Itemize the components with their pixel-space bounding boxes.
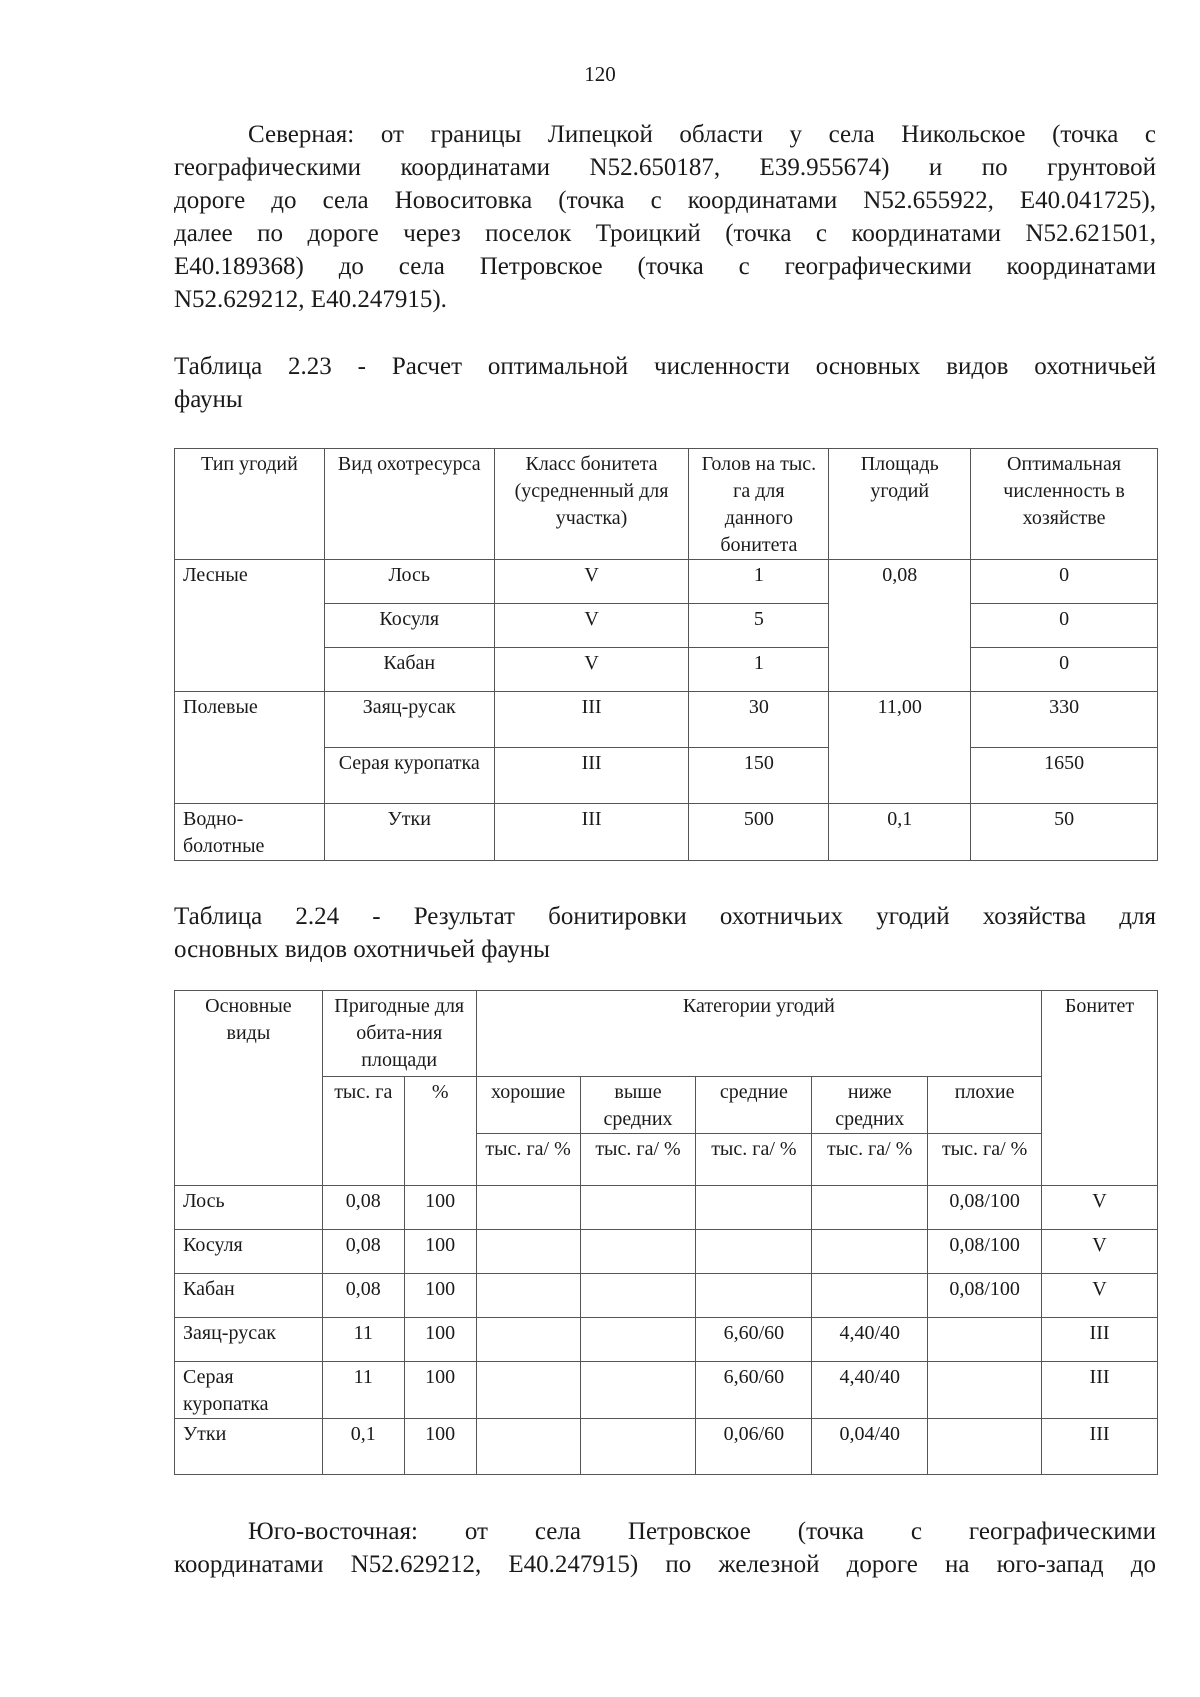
caption-line: Таблица 2.24 - Результат бонитировки охотничьих угодий хозяйства для — [174, 903, 1156, 930]
cell-above — [580, 1419, 696, 1475]
header-percent: % — [404, 1077, 476, 1186]
cell-optimal: 50 — [971, 804, 1158, 861]
cell-pct: 100 — [404, 1274, 476, 1318]
cell-heads: 150 — [689, 748, 829, 804]
cell-poor — [928, 1362, 1042, 1419]
cell-middle — [696, 1274, 812, 1318]
cell-species: Утки — [175, 1419, 323, 1475]
cell-optimal: 1650 — [971, 748, 1158, 804]
header-bonitet: Бонитет — [1042, 991, 1158, 1186]
cell-bonitet: V — [1042, 1230, 1158, 1274]
text-line: географическими координатами N52.650187, E39.955674) и по грунтовой — [174, 154, 1156, 181]
cell-area-wetland: 0,1 — [829, 804, 971, 861]
paragraph-southeastern-border — [174, 1515, 1156, 1581]
header-unit: тыс. га/ % — [476, 1134, 580, 1186]
cell-below: 4,40/40 — [812, 1362, 928, 1419]
cell-above — [580, 1186, 696, 1230]
cell-species: Заяц-русак — [175, 1318, 323, 1362]
caption-line: основных видов охотничьей фауны — [174, 936, 550, 963]
cell-good — [476, 1230, 580, 1274]
table-row — [175, 560, 1158, 604]
cell-optimal: 0 — [971, 560, 1158, 604]
cell-area-field: 11,00 — [829, 692, 971, 804]
cell-pct: 100 — [404, 1186, 476, 1230]
cell-species: Серая куропатка — [175, 1362, 323, 1419]
cell-class: III — [494, 804, 689, 861]
cell-species: Заяц-русак — [324, 692, 494, 748]
header-unit: тыс. га/ % — [928, 1134, 1042, 1186]
cell-bonitet: V — [1042, 1274, 1158, 1318]
cell-species: Серая куропатка — [324, 748, 494, 804]
cell-below: 0,04/40 — [812, 1419, 928, 1475]
caption-line: Таблица 2.23 - Расчет оптимальной численности основных видов охотничьей — [174, 353, 1156, 380]
header-unit: тыс. га/ % — [580, 1134, 696, 1186]
header-land-type: Тип угодий — [175, 449, 325, 560]
cell-area-forest: 0,08 — [829, 560, 971, 692]
table-row — [175, 1419, 1158, 1475]
header-unit: тыс. га/ % — [696, 1134, 812, 1186]
cell-species: Лось — [324, 560, 494, 604]
page-number: 120 — [584, 62, 616, 86]
table-2-23 — [174, 448, 1158, 861]
table-2-24 — [174, 990, 1158, 1475]
cell-above — [580, 1274, 696, 1318]
table-2-24-caption — [174, 900, 1156, 966]
cell-species: Косуля — [175, 1230, 323, 1274]
header-below-average: ниже средних — [812, 1077, 928, 1134]
cell-good — [476, 1274, 580, 1318]
group-forest: Лесные — [175, 560, 325, 692]
cell-below — [812, 1230, 928, 1274]
header-above-average: выше средних — [580, 1077, 696, 1134]
cell-heads: 5 — [689, 604, 829, 648]
text-line: далее по дороге через поселок Троицкий (точка с координатами N52.621501, — [174, 220, 1156, 247]
cell-class: III — [494, 692, 689, 748]
cell-middle: 6,60/60 — [696, 1318, 812, 1362]
cell-bonitet: V — [1042, 1186, 1158, 1230]
group-field: Полевые — [175, 692, 325, 804]
cell-middle — [696, 1230, 812, 1274]
cell-species: Кабан — [175, 1274, 323, 1318]
cell-middle: 0,06/60 — [696, 1419, 812, 1475]
table-row — [175, 1318, 1158, 1362]
cell-middle: 6,60/60 — [696, 1362, 812, 1419]
cell-pct: 100 — [404, 1362, 476, 1419]
cell-pct: 100 — [404, 1419, 476, 1475]
table-row — [175, 1274, 1158, 1318]
header-bonitet-class: Класс бонитета (усредненный для участка) — [494, 449, 689, 560]
group-wetland: Водно-болотные — [175, 804, 325, 861]
paragraph-northern-border — [174, 118, 1156, 316]
cell-class: V — [494, 604, 689, 648]
header-area: Площадь угодий — [829, 449, 971, 560]
table-row — [175, 1186, 1158, 1230]
header-species: Основные виды — [175, 991, 323, 1186]
header-categories: Категории угодий — [476, 991, 1041, 1077]
cell-heads: 30 — [689, 692, 829, 748]
cell-optimal: 330 — [971, 692, 1158, 748]
cell-ha: 0,1 — [322, 1419, 404, 1475]
table-row — [175, 804, 1158, 861]
cell-class: V — [494, 560, 689, 604]
cell-above — [580, 1318, 696, 1362]
header-average: средние — [696, 1077, 812, 1134]
table-header-row — [175, 1077, 1158, 1134]
table-header-row — [175, 449, 1158, 560]
cell-class: V — [494, 648, 689, 692]
header-poor: плохие — [928, 1077, 1042, 1134]
cell-optimal: 0 — [971, 648, 1158, 692]
text-line: N52.629212, E40.247915). — [174, 286, 447, 313]
cell-pct: 100 — [404, 1230, 476, 1274]
cell-species: Утки — [324, 804, 494, 861]
cell-above — [580, 1362, 696, 1419]
cell-poor — [928, 1419, 1042, 1475]
cell-ha: 0,08 — [322, 1274, 404, 1318]
header-unit: тыс. га/ % — [812, 1134, 928, 1186]
table-row — [175, 1362, 1158, 1419]
cell-middle — [696, 1186, 812, 1230]
table-2-23-caption — [174, 350, 1156, 416]
text-line: Юго-восточная: от села Петровское (точка с географическими — [248, 1518, 1156, 1545]
table-row — [175, 692, 1158, 748]
header-good: хорошие — [476, 1077, 580, 1134]
cell-bonitet: III — [1042, 1318, 1158, 1362]
header-optimal-count: Оптимальная численность в хозяйстве — [971, 449, 1158, 560]
cell-bonitet: III — [1042, 1362, 1158, 1419]
cell-ha: 0,08 — [322, 1186, 404, 1230]
cell-below — [812, 1274, 928, 1318]
text-line: Северная: от границы Липецкой области у села Никольское (точка с — [248, 121, 1156, 148]
cell-good — [476, 1362, 580, 1419]
cell-species: Лось — [175, 1186, 323, 1230]
cell-ha: 11 — [322, 1318, 404, 1362]
cell-good — [476, 1318, 580, 1362]
cell-good — [476, 1186, 580, 1230]
cell-poor: 0,08/100 — [928, 1186, 1042, 1230]
cell-class: III — [494, 748, 689, 804]
header-heads-per-ha: Голов на тыс. га для данного бонитета — [689, 449, 829, 560]
text-line: E40.189368) до села Петровское (точка с географическими координатами — [174, 253, 1156, 280]
cell-species: Косуля — [324, 604, 494, 648]
table-header-row — [175, 991, 1158, 1077]
cell-above — [580, 1230, 696, 1274]
cell-ha: 0,08 — [322, 1230, 404, 1274]
cell-poor — [928, 1318, 1042, 1362]
header-suitable-area: Пригодные для обита-ния площади — [322, 991, 476, 1077]
cell-ha: 11 — [322, 1362, 404, 1419]
cell-species: Кабан — [324, 648, 494, 692]
cell-good — [476, 1419, 580, 1475]
cell-poor: 0,08/100 — [928, 1274, 1042, 1318]
cell-heads: 500 — [689, 804, 829, 861]
cell-below: 4,40/40 — [812, 1318, 928, 1362]
cell-bonitet: III — [1042, 1419, 1158, 1475]
cell-poor: 0,08/100 — [928, 1230, 1042, 1274]
cell-pct: 100 — [404, 1318, 476, 1362]
text-line: координатами N52.629212, E40.247915) по железной дороге на юго-запад до — [174, 1551, 1156, 1578]
cell-below — [812, 1186, 928, 1230]
cell-heads: 1 — [689, 648, 829, 692]
cell-optimal: 0 — [971, 604, 1158, 648]
header-species: Вид охотресурса — [324, 449, 494, 560]
cell-heads: 1 — [689, 560, 829, 604]
caption-line: фауны — [174, 386, 243, 413]
table-row — [175, 1230, 1158, 1274]
header-thous-ha: тыс. га — [322, 1077, 404, 1186]
text-line: дороге до села Новоситовка (точка с координатами N52.655922, E40.041725), — [174, 187, 1156, 214]
